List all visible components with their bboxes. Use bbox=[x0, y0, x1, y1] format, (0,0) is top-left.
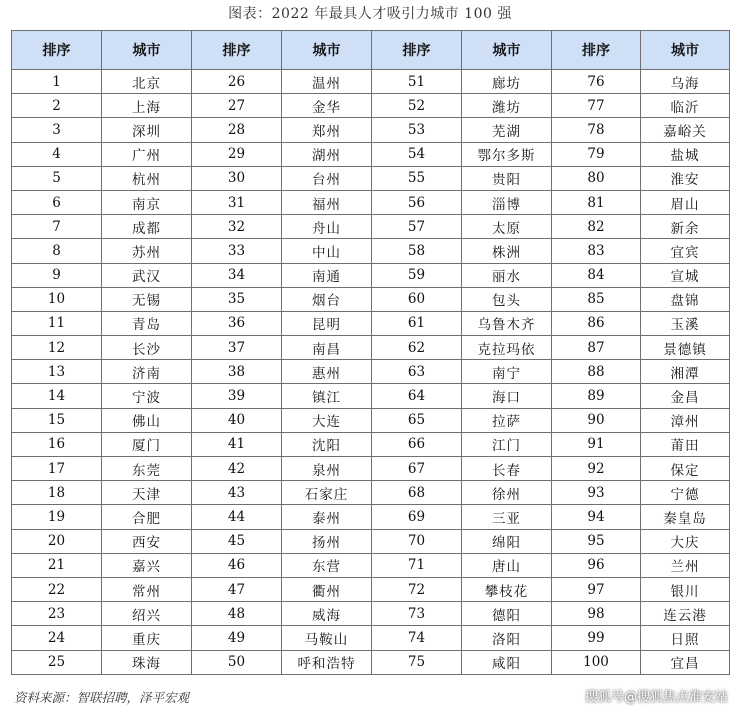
city-cell: 鄂尔多斯 bbox=[462, 142, 552, 166]
rank-cell: 59 bbox=[372, 263, 462, 287]
rank-cell: 9 bbox=[12, 263, 102, 287]
city-cell: 咸阳 bbox=[462, 650, 552, 674]
rank-cell: 84 bbox=[552, 263, 641, 287]
city-cell: 重庆 bbox=[102, 626, 192, 650]
rank-cell: 66 bbox=[372, 432, 462, 456]
city-header: 城市 bbox=[102, 31, 192, 70]
city-cell: 南通 bbox=[282, 263, 372, 287]
table-row bbox=[12, 190, 730, 214]
rank-cell: 68 bbox=[372, 481, 462, 505]
rank-cell: 88 bbox=[552, 360, 641, 384]
rank-cell: 16 bbox=[12, 432, 102, 456]
rank-cell: 20 bbox=[12, 529, 102, 553]
city-cell: 徐州 bbox=[462, 481, 552, 505]
rank-cell: 78 bbox=[552, 118, 641, 142]
rank-cell: 24 bbox=[12, 626, 102, 650]
city-cell: 珠海 bbox=[102, 650, 192, 674]
city-cell: 嘉峪关 bbox=[641, 118, 730, 142]
city-cell: 惠州 bbox=[282, 360, 372, 384]
rank-cell: 47 bbox=[192, 577, 282, 601]
table-row bbox=[12, 481, 730, 505]
table-row bbox=[12, 529, 730, 553]
table-row bbox=[12, 142, 730, 166]
city-cell: 中山 bbox=[282, 239, 372, 263]
rank-cell: 2 bbox=[12, 94, 102, 118]
city-cell: 上海 bbox=[102, 94, 192, 118]
rank-cell: 4 bbox=[12, 142, 102, 166]
rank-cell: 50 bbox=[192, 650, 282, 674]
table-row bbox=[12, 505, 730, 529]
rank-cell: 52 bbox=[372, 94, 462, 118]
rank-cell: 46 bbox=[192, 553, 282, 577]
table-row bbox=[12, 553, 730, 577]
city-cell: 南宁 bbox=[462, 360, 552, 384]
city-cell: 连云港 bbox=[641, 602, 730, 626]
city-cell: 佛山 bbox=[102, 408, 192, 432]
rank-cell: 82 bbox=[552, 215, 641, 239]
table-row bbox=[12, 457, 730, 481]
rank-cell: 51 bbox=[372, 70, 462, 94]
rank-cell: 87 bbox=[552, 336, 641, 360]
city-cell: 乌鲁木齐 bbox=[462, 311, 552, 335]
rank-cell: 17 bbox=[12, 457, 102, 481]
rank-cell: 74 bbox=[372, 626, 462, 650]
rank-cell: 42 bbox=[192, 457, 282, 481]
rank-cell: 57 bbox=[372, 215, 462, 239]
table-row bbox=[12, 432, 730, 456]
rank-cell: 22 bbox=[12, 577, 102, 601]
city-cell: 德阳 bbox=[462, 602, 552, 626]
city-cell: 莆田 bbox=[641, 432, 730, 456]
table-row bbox=[12, 239, 730, 263]
rank-cell: 25 bbox=[12, 650, 102, 674]
rank-cell: 83 bbox=[552, 239, 641, 263]
city-cell: 长沙 bbox=[102, 336, 192, 360]
city-cell: 烟台 bbox=[282, 287, 372, 311]
city-cell: 苏州 bbox=[102, 239, 192, 263]
rank-cell: 69 bbox=[372, 505, 462, 529]
city-cell: 新余 bbox=[641, 215, 730, 239]
rank-cell: 41 bbox=[192, 432, 282, 456]
city-cell: 江门 bbox=[462, 432, 552, 456]
rank-cell: 48 bbox=[192, 602, 282, 626]
rank-cell: 15 bbox=[12, 408, 102, 432]
city-cell: 芜湖 bbox=[462, 118, 552, 142]
city-cell: 日照 bbox=[641, 626, 730, 650]
rank-cell: 49 bbox=[192, 626, 282, 650]
rank-cell: 81 bbox=[552, 190, 641, 214]
rank-cell: 90 bbox=[552, 408, 641, 432]
rank-cell: 72 bbox=[372, 577, 462, 601]
header-row bbox=[12, 31, 730, 70]
city-cell: 宁德 bbox=[641, 481, 730, 505]
city-cell: 玉溪 bbox=[641, 311, 730, 335]
table-row bbox=[12, 311, 730, 335]
rank-cell: 58 bbox=[372, 239, 462, 263]
city-header: 城市 bbox=[282, 31, 372, 70]
city-cell: 唐山 bbox=[462, 553, 552, 577]
city-cell: 金昌 bbox=[641, 384, 730, 408]
city-cell: 东莞 bbox=[102, 457, 192, 481]
city-cell: 大庆 bbox=[641, 529, 730, 553]
source-note: 资料来源：智联招聘，泽平宏观 bbox=[14, 690, 190, 705]
rank-cell: 35 bbox=[192, 287, 282, 311]
city-cell: 南昌 bbox=[282, 336, 372, 360]
city-cell: 贵阳 bbox=[462, 166, 552, 190]
city-cell: 株洲 bbox=[462, 239, 552, 263]
city-cell: 宜昌 bbox=[641, 650, 730, 674]
rank-cell: 73 bbox=[372, 602, 462, 626]
rank-header: 排序 bbox=[12, 31, 102, 70]
table-row bbox=[12, 650, 730, 674]
city-cell: 攀枝花 bbox=[462, 577, 552, 601]
rank-cell: 32 bbox=[192, 215, 282, 239]
rank-cell: 99 bbox=[552, 626, 641, 650]
rank-cell: 71 bbox=[372, 553, 462, 577]
rank-cell: 13 bbox=[12, 360, 102, 384]
rank-cell: 98 bbox=[552, 602, 641, 626]
rank-cell: 10 bbox=[12, 287, 102, 311]
rank-cell: 26 bbox=[192, 70, 282, 94]
table-row bbox=[12, 118, 730, 142]
city-cell: 台州 bbox=[282, 166, 372, 190]
rank-cell: 5 bbox=[12, 166, 102, 190]
city-cell: 海口 bbox=[462, 384, 552, 408]
city-cell: 舟山 bbox=[282, 215, 372, 239]
rank-cell: 53 bbox=[372, 118, 462, 142]
city-cell: 拉萨 bbox=[462, 408, 552, 432]
city-cell: 乌海 bbox=[641, 70, 730, 94]
city-cell: 银川 bbox=[641, 577, 730, 601]
city-cell: 潍坊 bbox=[462, 94, 552, 118]
rank-cell: 80 bbox=[552, 166, 641, 190]
rank-cell: 64 bbox=[372, 384, 462, 408]
table-row bbox=[12, 263, 730, 287]
city-cell: 东营 bbox=[282, 553, 372, 577]
rank-header: 排序 bbox=[372, 31, 462, 70]
city-cell: 廊坊 bbox=[462, 70, 552, 94]
city-cell: 包头 bbox=[462, 287, 552, 311]
rank-cell: 91 bbox=[552, 432, 641, 456]
rank-cell: 29 bbox=[192, 142, 282, 166]
rank-cell: 56 bbox=[372, 190, 462, 214]
rank-cell: 79 bbox=[552, 142, 641, 166]
city-header: 城市 bbox=[462, 31, 552, 70]
table-row bbox=[12, 577, 730, 601]
rank-cell: 67 bbox=[372, 457, 462, 481]
rank-cell: 7 bbox=[12, 215, 102, 239]
city-cell: 丽水 bbox=[462, 263, 552, 287]
table-row bbox=[12, 166, 730, 190]
city-cell: 淮安 bbox=[641, 166, 730, 190]
table-row bbox=[12, 70, 730, 94]
city-cell: 威海 bbox=[282, 602, 372, 626]
city-cell: 宣城 bbox=[641, 263, 730, 287]
rank-cell: 37 bbox=[192, 336, 282, 360]
rank-cell: 18 bbox=[12, 481, 102, 505]
city-cell: 昆明 bbox=[282, 311, 372, 335]
rank-cell: 11 bbox=[12, 311, 102, 335]
rank-cell: 97 bbox=[552, 577, 641, 601]
city-cell: 太原 bbox=[462, 215, 552, 239]
rank-cell: 65 bbox=[372, 408, 462, 432]
rank-cell: 85 bbox=[552, 287, 641, 311]
city-cell: 北京 bbox=[102, 70, 192, 94]
city-cell: 三亚 bbox=[462, 505, 552, 529]
table-row bbox=[12, 384, 730, 408]
rank-cell: 77 bbox=[552, 94, 641, 118]
city-cell: 杭州 bbox=[102, 166, 192, 190]
rank-cell: 38 bbox=[192, 360, 282, 384]
rank-cell: 39 bbox=[192, 384, 282, 408]
rank-cell: 43 bbox=[192, 481, 282, 505]
rank-cell: 28 bbox=[192, 118, 282, 142]
city-cell: 长春 bbox=[462, 457, 552, 481]
table-title: 图表：2022 年最具人才吸引力城市 100 强 bbox=[228, 6, 512, 22]
city-cell: 深圳 bbox=[102, 118, 192, 142]
rank-cell: 62 bbox=[372, 336, 462, 360]
rank-cell: 70 bbox=[372, 529, 462, 553]
city-cell: 济南 bbox=[102, 360, 192, 384]
rank-cell: 8 bbox=[12, 239, 102, 263]
city-cell: 南京 bbox=[102, 190, 192, 214]
city-cell: 西安 bbox=[102, 529, 192, 553]
rank-cell: 75 bbox=[372, 650, 462, 674]
city-cell: 秦皇岛 bbox=[641, 505, 730, 529]
rank-cell: 3 bbox=[12, 118, 102, 142]
rank-cell: 89 bbox=[552, 384, 641, 408]
city-cell: 扬州 bbox=[282, 529, 372, 553]
rank-cell: 23 bbox=[12, 602, 102, 626]
rank-cell: 100 bbox=[552, 650, 641, 674]
city-cell: 克拉玛依 bbox=[462, 336, 552, 360]
rank-cell: 12 bbox=[12, 336, 102, 360]
city-cell: 兰州 bbox=[641, 553, 730, 577]
rank-cell: 40 bbox=[192, 408, 282, 432]
city-cell: 呼和浩特 bbox=[282, 650, 372, 674]
table-row bbox=[12, 336, 730, 360]
rank-cell: 33 bbox=[192, 239, 282, 263]
city-ranking-table bbox=[11, 30, 730, 675]
table-row bbox=[12, 287, 730, 311]
rank-cell: 1 bbox=[12, 70, 102, 94]
rank-cell: 76 bbox=[552, 70, 641, 94]
rank-cell: 19 bbox=[12, 505, 102, 529]
city-cell: 湖州 bbox=[282, 142, 372, 166]
city-cell: 成都 bbox=[102, 215, 192, 239]
rank-cell: 34 bbox=[192, 263, 282, 287]
rank-cell: 54 bbox=[372, 142, 462, 166]
city-cell: 合肥 bbox=[102, 505, 192, 529]
rank-cell: 60 bbox=[372, 287, 462, 311]
city-cell: 眉山 bbox=[641, 190, 730, 214]
city-cell: 保定 bbox=[641, 457, 730, 481]
rank-cell: 30 bbox=[192, 166, 282, 190]
rank-cell: 44 bbox=[192, 505, 282, 529]
city-cell: 温州 bbox=[282, 70, 372, 94]
table-body bbox=[12, 70, 730, 675]
rank-cell: 95 bbox=[552, 529, 641, 553]
city-header: 城市 bbox=[641, 31, 730, 70]
city-cell: 金华 bbox=[282, 94, 372, 118]
rank-cell: 14 bbox=[12, 384, 102, 408]
city-cell: 青岛 bbox=[102, 311, 192, 335]
city-cell: 宜宾 bbox=[641, 239, 730, 263]
rank-cell: 96 bbox=[552, 553, 641, 577]
city-cell: 漳州 bbox=[641, 408, 730, 432]
table-row bbox=[12, 408, 730, 432]
rank-cell: 92 bbox=[552, 457, 641, 481]
city-cell: 常州 bbox=[102, 577, 192, 601]
city-cell: 绵阳 bbox=[462, 529, 552, 553]
city-cell: 无锡 bbox=[102, 287, 192, 311]
rank-cell: 27 bbox=[192, 94, 282, 118]
city-cell: 镇江 bbox=[282, 384, 372, 408]
rank-cell: 55 bbox=[372, 166, 462, 190]
rank-cell: 6 bbox=[12, 190, 102, 214]
table-row bbox=[12, 94, 730, 118]
watermark: 搜狐号@搜狐焦点淮安站 bbox=[584, 690, 728, 705]
table-row bbox=[12, 360, 730, 384]
city-cell: 临沂 bbox=[641, 94, 730, 118]
city-cell: 泉州 bbox=[282, 457, 372, 481]
rank-cell: 45 bbox=[192, 529, 282, 553]
rank-cell: 93 bbox=[552, 481, 641, 505]
rank-cell: 86 bbox=[552, 311, 641, 335]
city-cell: 天津 bbox=[102, 481, 192, 505]
table-row bbox=[12, 215, 730, 239]
city-cell: 衢州 bbox=[282, 577, 372, 601]
rank-cell: 94 bbox=[552, 505, 641, 529]
table-row bbox=[12, 626, 730, 650]
rank-cell: 63 bbox=[372, 360, 462, 384]
city-cell: 洛阳 bbox=[462, 626, 552, 650]
city-cell: 福州 bbox=[282, 190, 372, 214]
rank-cell: 31 bbox=[192, 190, 282, 214]
rank-header: 排序 bbox=[552, 31, 641, 70]
city-cell: 武汉 bbox=[102, 263, 192, 287]
city-cell: 郑州 bbox=[282, 118, 372, 142]
city-cell: 宁波 bbox=[102, 384, 192, 408]
city-cell: 湘潭 bbox=[641, 360, 730, 384]
city-cell: 沈阳 bbox=[282, 432, 372, 456]
rank-header: 排序 bbox=[192, 31, 282, 70]
city-cell: 景德镇 bbox=[641, 336, 730, 360]
city-cell: 绍兴 bbox=[102, 602, 192, 626]
city-cell: 嘉兴 bbox=[102, 553, 192, 577]
city-cell: 马鞍山 bbox=[282, 626, 372, 650]
city-cell: 盐城 bbox=[641, 142, 730, 166]
city-cell: 广州 bbox=[102, 142, 192, 166]
rank-cell: 61 bbox=[372, 311, 462, 335]
city-cell: 大连 bbox=[282, 408, 372, 432]
city-cell: 厦门 bbox=[102, 432, 192, 456]
city-cell: 泰州 bbox=[282, 505, 372, 529]
city-cell: 石家庄 bbox=[282, 481, 372, 505]
city-cell: 淄博 bbox=[462, 190, 552, 214]
table-row bbox=[12, 602, 730, 626]
rank-cell: 21 bbox=[12, 553, 102, 577]
rank-cell: 36 bbox=[192, 311, 282, 335]
city-cell: 盘锦 bbox=[641, 287, 730, 311]
